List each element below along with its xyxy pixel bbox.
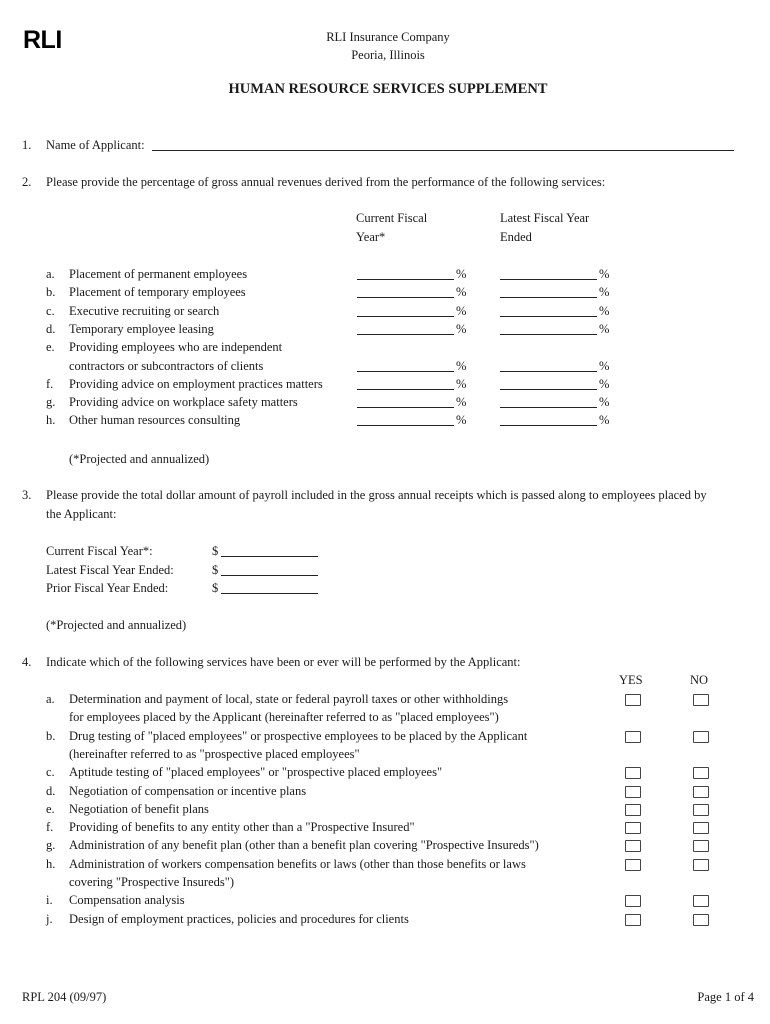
percent-sign: % xyxy=(456,321,467,336)
q4-item-label: Drug testing of "placed employees" or prospective employees to be placed by the Applicant xyxy=(69,728,528,743)
yes-checkbox[interactable] xyxy=(625,914,641,926)
q2-item-label: Executive recruiting or search xyxy=(69,303,220,318)
percent-sign: % xyxy=(456,303,467,318)
dollar-sign: $ xyxy=(212,544,219,558)
q3-note: (*Projected and annualized) xyxy=(46,618,187,632)
q4-item-letter: i. xyxy=(46,893,53,908)
q4-item-letter: g. xyxy=(46,838,56,853)
q3-text: Please provide the total dollar amount of payroll included in the gross annual receipts which is passed along to employees placed by xyxy=(46,488,707,502)
q2-item-letter: d. xyxy=(46,321,56,336)
dollar-sign: $ xyxy=(212,581,219,595)
current-year-percent-field[interactable] xyxy=(357,323,454,335)
page-title: HUMAN RESOURCE SERVICES SUPPLEMENT xyxy=(228,81,548,97)
no-checkbox[interactable] xyxy=(693,822,709,834)
q2-item-label: Providing employees who are independent xyxy=(69,340,283,355)
q4-item-label: Administration of workers compensation benefits or laws (other than those benefits or laws xyxy=(69,856,526,871)
percent-sign: % xyxy=(599,285,610,300)
page-number: Page 1 of 4 xyxy=(697,990,754,1004)
q4-item-letter: d. xyxy=(46,783,56,798)
yes-checkbox[interactable] xyxy=(625,840,641,852)
latest-year-percent-field[interactable] xyxy=(500,414,597,426)
q4-item-letter: c. xyxy=(46,765,55,780)
q2-item-label: Other human resources consulting xyxy=(69,413,241,428)
rli-logo: RLI xyxy=(23,26,62,54)
q2-item-letter: g. xyxy=(46,395,56,410)
q2-item-letter: f. xyxy=(46,376,54,391)
latest-fiscal-header: Latest Fiscal Year xyxy=(500,211,590,225)
no-checkbox[interactable] xyxy=(693,895,709,907)
q2-item-letter: h. xyxy=(46,413,56,428)
q2-text: Please provide the percentage of gross annual revenues derived from the performance of the following services: xyxy=(46,175,606,189)
percent-sign: % xyxy=(599,395,610,410)
no-checkbox[interactable] xyxy=(693,840,709,852)
no-checkbox[interactable] xyxy=(693,914,709,926)
no-checkbox[interactable] xyxy=(693,859,709,871)
current-year-percent-field[interactable] xyxy=(357,396,454,408)
applicant-name-field[interactable] xyxy=(152,139,734,151)
latest-year-percent-field[interactable] xyxy=(500,378,597,390)
current-year-percent-field[interactable] xyxy=(357,378,454,390)
percent-sign: % xyxy=(456,358,467,373)
q2-item-label: contractors or subcontractors of clients xyxy=(69,358,264,373)
q4-item-letter: j. xyxy=(46,911,53,926)
no-checkbox[interactable] xyxy=(693,786,709,798)
q2-item-label: Placement of temporary employees xyxy=(69,285,246,300)
no-checkbox[interactable] xyxy=(693,767,709,779)
q4-item-label: Negotiation of benefit plans xyxy=(69,801,209,816)
form-id: RPL 204 (09/97) xyxy=(22,990,107,1004)
q2-item-letter: a. xyxy=(46,267,55,281)
current-year-percent-field[interactable] xyxy=(357,414,454,426)
q4-text: Indicate which of the following services have been or ever will be performed by the Applicant: xyxy=(46,655,521,669)
q4-item-letter: f. xyxy=(46,820,54,835)
latest-year-percent-field[interactable] xyxy=(500,268,597,280)
percent-sign: % xyxy=(599,376,610,391)
q2-number: 2. xyxy=(22,175,32,189)
latest-year-percent-field[interactable] xyxy=(500,305,597,317)
percent-sign: % xyxy=(599,413,610,428)
q3-number: 3. xyxy=(22,488,32,502)
current-year-percent-field[interactable] xyxy=(357,268,454,280)
dollar-sign: $ xyxy=(212,562,219,577)
no-checkbox[interactable] xyxy=(693,804,709,816)
q1-label: Name of Applicant: xyxy=(46,138,145,152)
latest-year-percent-field[interactable] xyxy=(500,396,597,408)
q4-item-label: Determination and payment of local, state or federal payroll taxes or other withholdings xyxy=(69,692,509,706)
q4-item-label: Aptitude testing of "placed employees" or "prospective placed employees" xyxy=(69,765,443,780)
yes-checkbox[interactable] xyxy=(625,859,641,871)
q2-item-letter: b. xyxy=(46,285,56,300)
payroll-field-label: Prior Fiscal Year Ended: xyxy=(46,581,169,595)
q2-item-label: Temporary employee leasing xyxy=(69,321,214,336)
percent-sign: % xyxy=(456,395,467,410)
q4-item-label: (hereinafter referred to as "prospective placed employees" xyxy=(69,746,360,761)
current-year-percent-field[interactable] xyxy=(357,360,454,372)
percent-sign: % xyxy=(599,303,610,318)
yes-checkbox[interactable] xyxy=(625,694,641,706)
q4-item-letter: a. xyxy=(46,692,55,706)
yes-checkbox[interactable] xyxy=(625,822,641,834)
q1-number: 1. xyxy=(22,138,32,152)
percent-sign: % xyxy=(599,358,610,373)
q4-item-label: Compensation analysis xyxy=(69,893,185,908)
q4-item-label: for employees placed by the Applicant (hereinafter referred to as "placed employees") xyxy=(69,710,499,725)
percent-sign: % xyxy=(456,267,467,281)
q4-item-letter: b. xyxy=(46,728,56,743)
yes-column-header: YES xyxy=(619,673,643,687)
no-checkbox[interactable] xyxy=(693,694,709,706)
payroll-amount-field[interactable] xyxy=(221,582,318,594)
q2-note: (*Projected and annualized) xyxy=(69,452,210,466)
q2-item-label: Placement of permanent employees xyxy=(69,267,248,281)
yes-checkbox[interactable] xyxy=(625,804,641,816)
current-fiscal-header-2: Year* xyxy=(356,230,386,244)
latest-fiscal-header-2: Ended xyxy=(500,230,532,244)
payroll-field-label: Current Fiscal Year*: xyxy=(46,544,153,558)
company-name: RLI Insurance Company xyxy=(326,30,450,44)
payroll-field-label: Latest Fiscal Year Ended: xyxy=(46,562,174,577)
yes-checkbox[interactable] xyxy=(625,731,641,743)
company-location: Peoria, Illinois xyxy=(351,48,425,62)
current-year-percent-field[interactable] xyxy=(357,286,454,298)
q4-item-label: Design of employment practices, policies and procedures for clients xyxy=(69,911,409,926)
current-year-percent-field[interactable] xyxy=(357,305,454,317)
q4-item-label: Negotiation of compensation or incentive plans xyxy=(69,783,307,798)
percent-sign: % xyxy=(456,413,467,428)
q4-item-label: covering "Prospective Insureds") xyxy=(69,875,235,889)
yes-checkbox[interactable] xyxy=(625,767,641,779)
percent-sign: % xyxy=(599,321,610,336)
q2-item-label: Providing advice on employment practices matters xyxy=(69,376,323,391)
q4-number: 4. xyxy=(22,655,32,669)
q2-item-letter: c. xyxy=(46,303,55,318)
no-checkbox[interactable] xyxy=(693,731,709,743)
q3-text-cont: the Applicant: xyxy=(46,507,117,521)
payroll-amount-field[interactable] xyxy=(221,545,318,557)
payroll-amount-field[interactable] xyxy=(221,564,318,576)
percent-sign: % xyxy=(456,376,467,391)
q4-item-label: Administration of any benefit plan (other than a benefit plan covering "Prospective Insureds") xyxy=(69,838,539,853)
q4-item-label: Providing of benefits to any entity other than a "Prospective Insured" xyxy=(69,820,415,835)
latest-year-percent-field[interactable] xyxy=(500,323,597,335)
latest-year-percent-field[interactable] xyxy=(500,360,597,372)
no-column-header: NO xyxy=(690,673,709,687)
percent-sign: % xyxy=(456,285,467,300)
q4-item-letter: e. xyxy=(46,801,55,816)
yes-checkbox[interactable] xyxy=(625,895,641,907)
q2-item-letter: e. xyxy=(46,340,55,355)
latest-year-percent-field[interactable] xyxy=(500,286,597,298)
q2-item-label: Providing advice on workplace safety matters xyxy=(69,395,298,410)
yes-checkbox[interactable] xyxy=(625,786,641,798)
current-fiscal-header: Current Fiscal xyxy=(356,211,428,225)
percent-sign: % xyxy=(599,267,610,281)
q4-item-letter: h. xyxy=(46,856,56,871)
